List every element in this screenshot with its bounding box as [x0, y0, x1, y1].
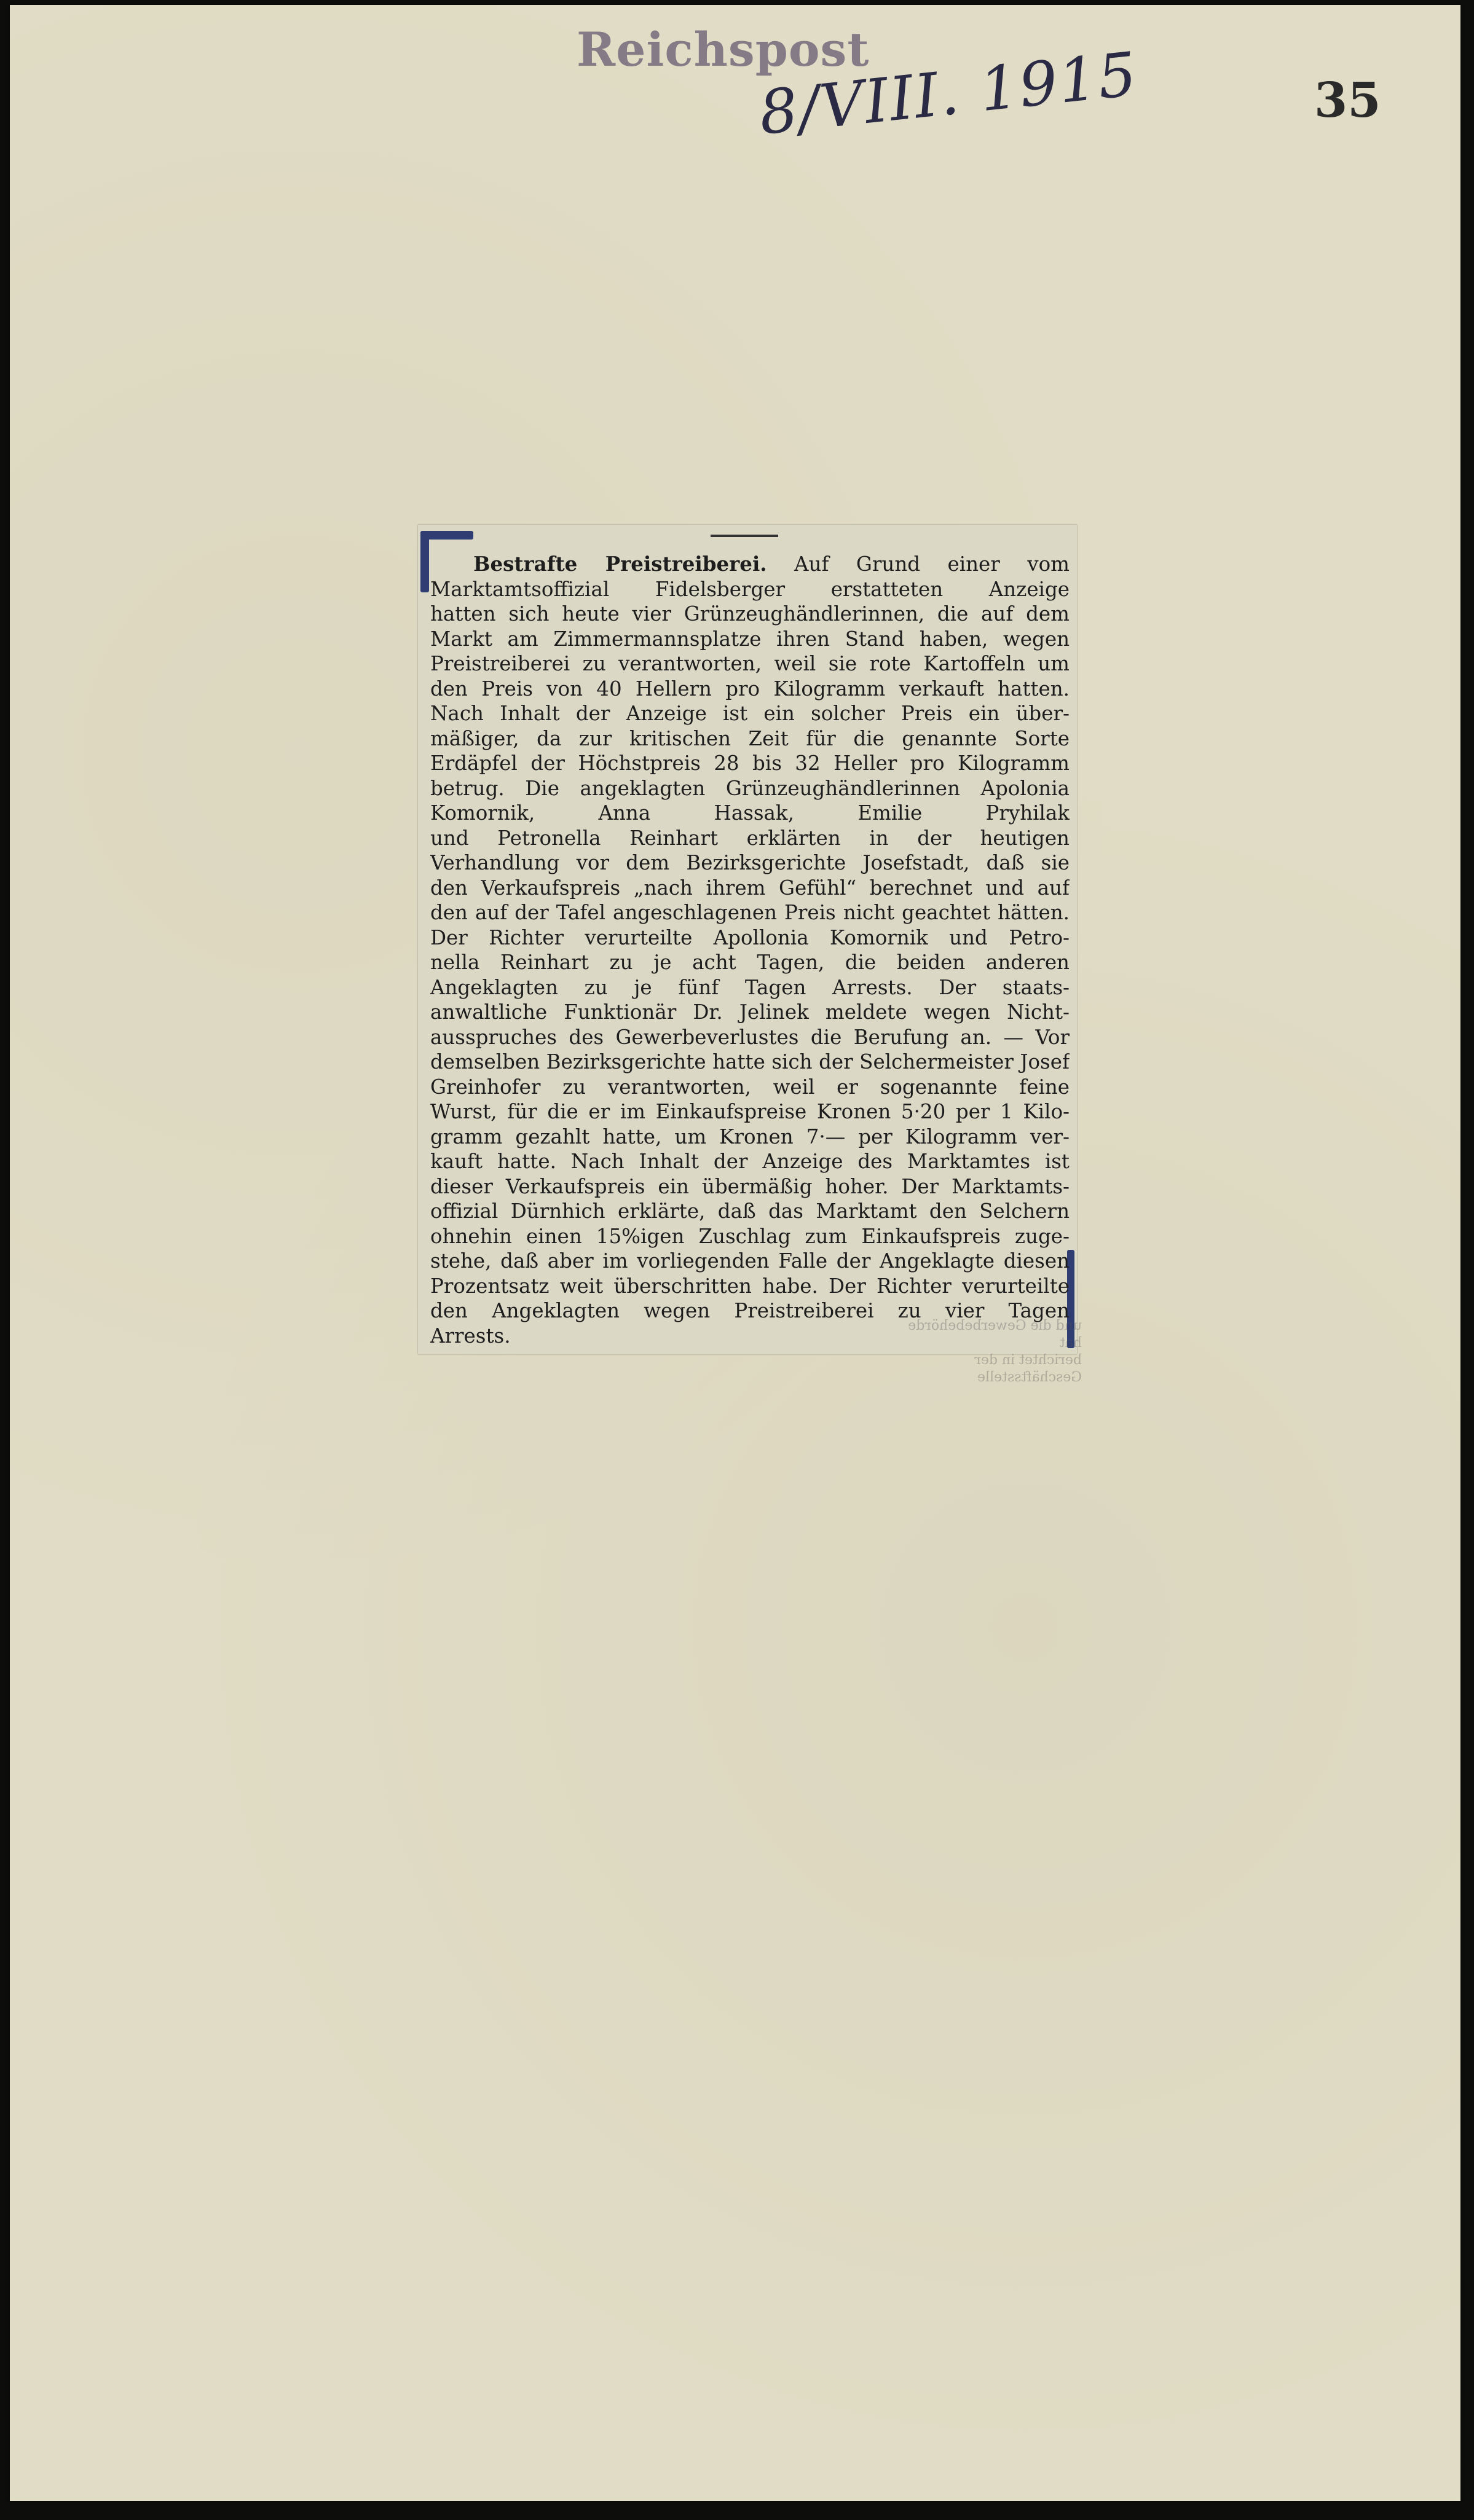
- article-line: ausspruches des Gewerbeverlustes die Berufung an. — Vor: [430, 1025, 1070, 1049]
- article-line: hatten sich heute vier Grünzeughändlerinnen, die auf dem: [430, 602, 1070, 626]
- archive-sheet: [10, 5, 1460, 2501]
- article-line: Marktamtsoffizial Fidelsberger erstatteten Anzeige: [430, 577, 1070, 601]
- article-line: ohnehin einen 15%igen Zuschlag zum Einkaufspreis zuge-: [430, 1224, 1070, 1248]
- handwritten-date: 8/VIII. 1915: [755, 39, 1141, 149]
- article-line: den Verkaufspreis „nach ihrem Gefühl“ berechnet und auf: [430, 876, 1070, 900]
- blue-pencil-mark: [420, 531, 429, 592]
- newspaper-stamp: Reichspost: [577, 22, 870, 77]
- article-line: Prozentsatz weit überschritten habe. Der Richter verurteilte: [430, 1274, 1070, 1298]
- article-line: betrug. Die angeklagten Grünzeughändlerinnen Apolonia: [430, 776, 1070, 800]
- article-line: offizial Dürnhich erklärte, daß das Marktamt den Selchern: [430, 1199, 1070, 1223]
- article-line: Der Richter verurteilte Apollonia Komornik und Petro-: [430, 925, 1070, 949]
- article-line: anwaltliche Funktionär Dr. Jelinek meldete wegen Nicht-: [430, 1000, 1070, 1024]
- article-line: Verhandlung vor dem Bezirksgerichte Josefstadt, daß sie: [430, 851, 1070, 874]
- article-line: Nach Inhalt der Anzeige ist ein solcher Preis ein über-: [430, 702, 1070, 725]
- bleed-through-text: und die Gewerbebehörde hat berichtet in der Geschäftsstelle: [908, 1318, 1082, 1385]
- article-line: demselben Bezirksgerichte hatte sich der Selchermeister Josef: [430, 1050, 1070, 1074]
- article-line: den Preis von 40 Hellern pro Kilogramm verkauft hatten.: [430, 677, 1070, 701]
- article-line: gramm gezahlt hatte, um Kronen 7·— per Kilogramm ver-: [430, 1125, 1070, 1148]
- article-line: Wurst, für die er im Einkaufspreise Kronen 5·20 per 1 Kilo-: [430, 1100, 1070, 1123]
- newspaper-clipping: [418, 525, 1082, 1385]
- article-line: kauft hatte. Nach Inhalt der Anzeige des Marktamtes ist: [430, 1150, 1070, 1173]
- article-line: und Petronella Reinhart erklärten in der heutigen: [430, 826, 1070, 850]
- article-line: Angeklagten zu je fünf Tagen Arrests. Der staats-: [430, 975, 1070, 999]
- article-line: den Angeklagten wegen Preistreiberei zu vier Tagen: [430, 1299, 1070, 1322]
- article-line: den auf der Tafel angeschlagenen Preis nicht geachtet hätten.: [430, 901, 1070, 924]
- article-line: nella Reinhart zu je acht Tagen, die beiden anderen: [430, 951, 1070, 974]
- article-line: dieser Verkaufspreis ein übermäßig hoher. Der Marktamts-: [430, 1174, 1070, 1198]
- article-line: mäßiger, da zur kritischen Zeit für die genannte Sorte: [430, 726, 1070, 750]
- page-number: 35: [1314, 73, 1381, 128]
- separator-rule: [711, 535, 778, 537]
- article-line: Markt am Zimmermannsplatze ihren Stand haben, wegen: [430, 627, 1070, 651]
- article-headline: Bestrafte Preistreiberei.: [473, 552, 767, 576]
- article-line: Preistreiberei zu verantworten, weil sie rote Kartoffeln um: [430, 652, 1070, 675]
- article-line: Erdäpfel der Höchstpreis 28 bis 32 Heller pro Kilogramm: [430, 752, 1070, 775]
- article-line: Arrests.: [430, 1324, 511, 1348]
- article-text: [430, 552, 1070, 1348]
- article-line: Komornik, Anna Hassak, Emilie Pryhilak: [430, 801, 1070, 825]
- article-line: Greinhofer zu verantworten, weil er sogenannte feine: [430, 1075, 1070, 1099]
- article-line: Bestrafte Preistreiberei. Auf Grund einer vom: [473, 552, 1070, 576]
- article-line: stehe, daß aber im vorliegenden Falle der Angeklagte diesen: [430, 1249, 1070, 1273]
